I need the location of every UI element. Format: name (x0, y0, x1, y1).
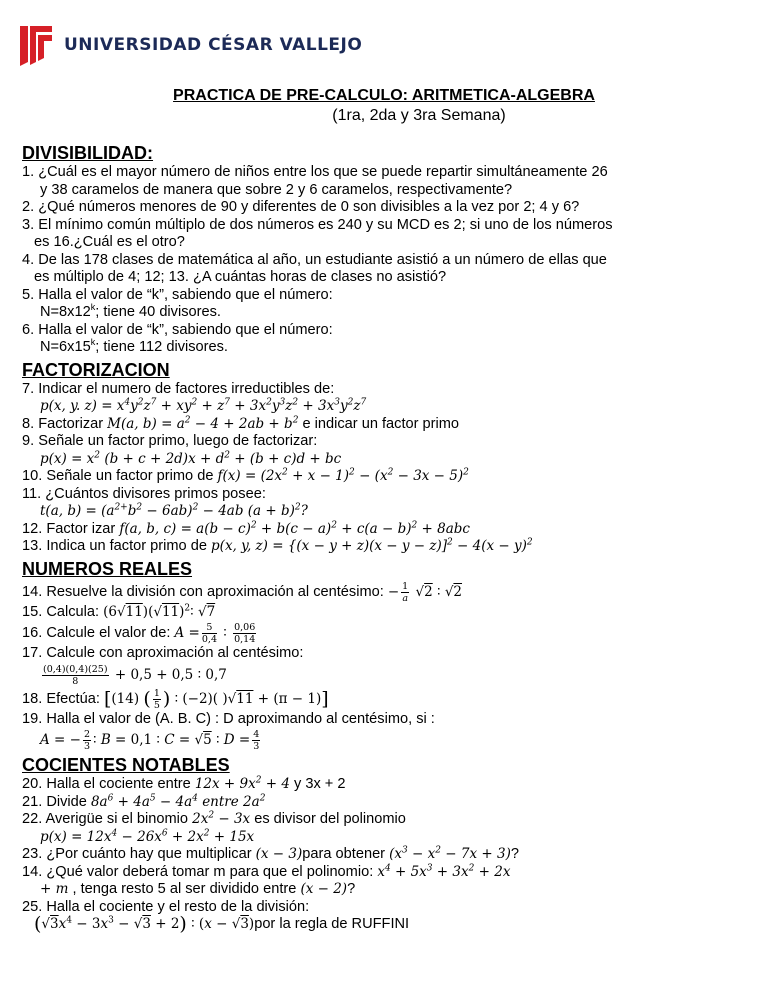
exercise-17-formula: $\frac{(0,4)(0,4)(25)}{8}$ + 0,5 + 0,5 ∶ 0,7 (43, 663, 227, 687)
exercise-2: 2. ¿Qué números menores de 90 y diferentes de 0 son divisibles a la vez por 2; 4 y 6? (22, 199, 580, 215)
exercise-25-formula: $(√3x^4 - 3x^3 - √3 + 2)$ ∶ (x − √3)por la regla de RUFFINI (34, 913, 410, 935)
exercise-15: 15. Calcula: $(6√11)(√11)^2∶$ √7 (22, 603, 216, 620)
exercise-25: 25. Halla el cociente y el resto de la división: (22, 898, 310, 915)
exercise-7: 7. Indicar el numero de factores irreductibles de: (22, 380, 335, 397)
section-cocientes-notables: COCIENTES NOTABLES (22, 755, 230, 775)
exercise-13: 13. Indica un factor primo de p(x, y, $z) = \{(x - y + z)(x - y - z)]^2 - 4(x - y)^2$ (22, 537, 533, 554)
exercise-14: 14. Resuelve la división con aproximación al centésimo: − $\frac{1}{a}$ √2 ∶ √2 (22, 580, 463, 604)
exercise-21: 21. Divide $8a^6 + 4a^5 - 4a^4$ entre $2a^2$ (22, 793, 266, 810)
exercise-19: 19. Halla el valor de (A. B. C) : D aproximando al centésimo, si : (22, 710, 435, 727)
university-logo (18, 22, 362, 68)
exercise-18: 18. Efectúa: [(14) ( $\frac{1}{5}$ ) ∶ (−2)( )√11 + (π − 1)] (22, 687, 329, 711)
exercise-3: 3. El mínimo común múltiplo de dos números es 240 y su MCD es 2; si uno de los números (22, 216, 613, 233)
exercise-4-cont: es múltiplo de 4; 12; 13. ¿A cuántas horas de clases no asistió? (34, 269, 447, 285)
exercise-4: 4. De las 178 clases de matemática al año, un estudiante asistió a un número de ellas que (22, 251, 607, 268)
exercise-8: 8. Factorizar M(a, $b) = a^2 - 4 + 2ab + b^2$ e indicar un factor primo (22, 415, 460, 432)
exercise-5-cont: $N=8x12^k$; tiene 40 divisores. (40, 302, 221, 320)
exercise-10: 10. Señale un factor primo de $f(x) = (2x^2 + x - 1)^2 - (x^2 - 3x - 5)^2$ (22, 467, 469, 484)
exercise-22-formula: $p(x) = 12x^4 - 26x^6 + 2x^2 + 15x$ (40, 828, 255, 845)
logo-emblem-icon (18, 22, 54, 68)
logo-text: UNIVERSIDAD CÉSAR VALLEJO (64, 35, 363, 55)
exercise-9: 9. Señale un factor primo, luego de factorizar: (22, 433, 318, 449)
exercise-11: 11. ¿Cuántos divisores primos posee: (22, 485, 266, 502)
section-divisibilidad: DIVISIBILIDAD: (22, 143, 154, 163)
exercise-list (22, 140, 752, 934)
exercise-1: 1. ¿Cuál es el mayor número de niños entre los que se puede repartir simultáneamente 26 (22, 164, 608, 180)
page-subtitle: (1ra, 2da y 3ra Semana) (332, 107, 506, 124)
exercise-1-cont: y 38 caramelos de manera que sobre 2 y 6 caramelos, respectivamente? (40, 181, 513, 198)
exercise-22: 22. Averigüe si el binomio $2x^2 - 3x$ es divisor del polinomio (22, 810, 406, 827)
exercise-23: 23. ¿Por cuánto hay que multiplicar (x − 3)para obtener $(x^3 - x^2 - 7x + 3)$? (22, 845, 519, 862)
exercise-19-formula: A = − $\frac{2}{3}$ ∶ B = 0,1 ∶ C = √5 ∶ D = $\frac{4}{3}$ (40, 729, 260, 752)
section-numeros-reales: NUMEROS REALES (22, 558, 193, 579)
page-title: PRACTICA DE PRE-CALCULO: ARITMETICA-ALGEBRA (173, 87, 595, 104)
exercise-17: 17. Calcule con aproximación al centésimo: (22, 645, 304, 661)
exercise-11-formula: t(a, $b) = (a^{2+}b^2 - 6ab)^2 - 4ab$ $(a + b)^2$? (40, 502, 308, 519)
exercise-24: 14. ¿Qué valor deberá tomar m para que el polinomio: $x^4 + 5x^3 + 3x^2 + 2x$ (22, 863, 511, 880)
exercise-9-formula: $p(x) = x^2$ $(b + c + 2d)x + d^2 + (b + c)d$ + bc (40, 450, 342, 467)
exercise-6-cont: $N=6x15^k$; tiene 112 divisores. (40, 337, 228, 355)
section-factorizacion: FACTORIZACION (22, 359, 170, 380)
exercise-12: 12. Factor izar f(a, b, $c) = a(b - c)^2 + b(c - a)^2 + c(a - b)^2 + 8abc$ (22, 520, 470, 537)
exercise-20: 20. Halla el cociente entre $12x + 9x^2 + 4$ y 3x + 2 (22, 775, 346, 792)
exercise-16: 16. Calcule el valor de: A = $\frac{5}{0,4}$ ∶ $\frac{0,06}{0,14}$ (22, 622, 256, 645)
exercise-6: 6. Halla el valor de “k”, sabiendo que el número: (22, 321, 333, 338)
exercise-5: 5. Halla el valor de “k”, sabiendo que el número: (22, 286, 333, 303)
exercise-7-formula: p(x, y. $z) = x^4y^2z^7 + xy^2 + z^7 + 3x^2y^3z^2 + 3x^3y^2z^7$ (40, 397, 367, 414)
exercise-3-cont: es 16.¿Cuál es el otro? (34, 234, 185, 250)
exercise-24-cont: + m , tenga resto 5 al ser dividido entre (x − 2)? (40, 881, 356, 897)
